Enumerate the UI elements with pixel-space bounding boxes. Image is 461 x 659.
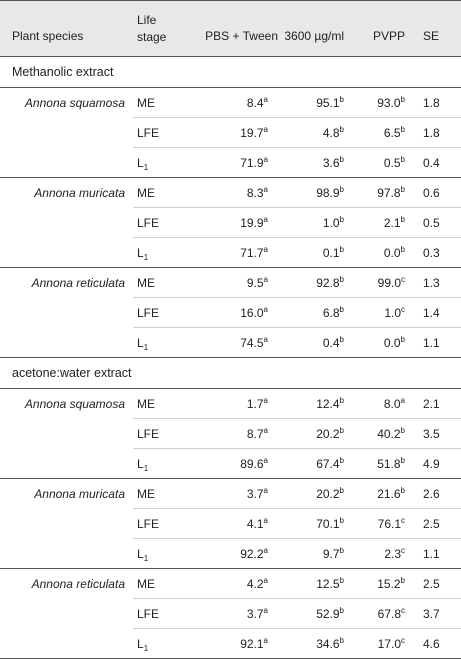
pbs-value: 89.6	[240, 456, 264, 471]
life-stage-cell	[133, 449, 188, 479]
concentration-value: 4.8	[322, 125, 340, 140]
pbs-value-letter: a	[263, 515, 268, 525]
se-value: 2.5	[415, 509, 461, 539]
pvpp-value-cell	[356, 629, 415, 659]
life-stage-label: LFE	[137, 426, 160, 441]
se-value: 1.1	[415, 539, 461, 569]
life-stage-cell	[133, 238, 188, 268]
pvpp-value-cell	[356, 419, 415, 449]
se-value: 2.1	[415, 389, 461, 419]
se-value: 4.9	[415, 449, 461, 479]
pvpp-value-letter: b	[400, 455, 405, 465]
se-value: 4.6	[415, 629, 461, 659]
section-row	[0, 57, 461, 88]
se-value: 3.7	[415, 599, 461, 629]
concentration-value: 67.4	[316, 456, 340, 471]
life-stage-cell	[133, 539, 188, 569]
pbs-value-letter: a	[263, 274, 268, 284]
concentration-value-cell	[278, 569, 356, 599]
pbs-value-cell	[188, 268, 278, 298]
life-stage-cell	[133, 88, 188, 118]
life-stage-cell	[133, 148, 188, 178]
pbs-value-letter: a	[263, 94, 268, 104]
life-stage-label: ME	[137, 185, 155, 200]
life-stage-label: L	[137, 546, 144, 561]
pbs-value-cell	[188, 208, 278, 238]
pvpp-value-cell	[356, 389, 415, 419]
concentration-value-letter: b	[339, 545, 344, 555]
concentration-value-letter: b	[339, 274, 344, 284]
pvpp-value-cell	[356, 238, 415, 268]
table-row	[0, 268, 461, 298]
concentration-value-letter: b	[339, 304, 344, 314]
concentration-value: 20.2	[316, 486, 340, 501]
pbs-value-cell	[188, 328, 278, 358]
pvpp-value-letter: c	[401, 635, 405, 645]
se-value: 0.4	[415, 148, 461, 178]
pbs-value-letter: a	[263, 575, 268, 585]
pbs-value: 92.1	[240, 636, 264, 651]
pvpp-value-cell	[356, 88, 415, 118]
concentration-value: 0.1	[322, 245, 340, 260]
concentration-value-letter: b	[339, 425, 344, 435]
life-stage-label: ME	[137, 275, 155, 290]
concentration-value: 12.4	[316, 396, 340, 411]
pvpp-value-cell	[356, 569, 415, 599]
pbs-value: 9.5	[246, 275, 264, 290]
pbs-value-cell	[188, 298, 278, 328]
pbs-value-letter: a	[263, 455, 268, 465]
pbs-value-cell	[188, 569, 278, 599]
concentration-value: 98.9	[316, 185, 340, 200]
concentration-value-cell	[278, 208, 356, 238]
life-stage-cell	[133, 629, 188, 659]
se-value: 1.3	[415, 268, 461, 298]
pbs-value-letter: a	[263, 485, 268, 495]
pvpp-value-letter: b	[400, 485, 405, 495]
pbs-value-cell	[188, 539, 278, 569]
pbs-value-cell	[188, 509, 278, 539]
life-stage-cell	[133, 178, 188, 208]
pvpp-value-letter: b	[400, 154, 405, 164]
concentration-value-cell	[278, 88, 356, 118]
pbs-value-letter: a	[263, 214, 268, 224]
pbs-value: 3.7	[246, 486, 264, 501]
life-stage-cell	[133, 118, 188, 148]
concentration-value-cell	[278, 268, 356, 298]
life-stage-cell	[133, 569, 188, 599]
pvpp-value-letter: c	[401, 515, 405, 525]
life-stage-label: L	[137, 245, 144, 260]
life-stage-cell	[133, 328, 188, 358]
pbs-value-letter: a	[263, 334, 268, 344]
life-stage-label: LFE	[137, 516, 160, 531]
pvpp-value-letter: b	[400, 94, 405, 104]
concentration-value: 6.8	[322, 305, 340, 320]
species-name: Annona squamosa	[0, 389, 133, 479]
header-pbs-tween: PBS + Tween	[188, 1, 278, 57]
concentration-value-letter: b	[339, 94, 344, 104]
pvpp-value: 97.8	[377, 185, 401, 200]
life-stage-label: LFE	[137, 125, 160, 140]
life-stage-cell	[133, 479, 188, 509]
section-row	[0, 358, 461, 389]
life-stage-label: LFE	[137, 606, 160, 621]
table-row	[0, 178, 461, 208]
concentration-value-letter: b	[339, 214, 344, 224]
concentration-value-cell	[278, 479, 356, 509]
se-value: 1.8	[415, 118, 461, 148]
species-name: Annona squamosa	[0, 88, 133, 178]
concentration-value: 70.1	[316, 516, 340, 531]
pbs-value-letter: a	[263, 244, 268, 254]
pbs-value-cell	[188, 88, 278, 118]
concentration-value-cell	[278, 238, 356, 268]
pvpp-value-letter: c	[401, 304, 405, 314]
pvpp-value-letter: b	[400, 214, 405, 224]
header-life-stage-line2: stage	[137, 29, 167, 44]
life-stage-cell	[133, 509, 188, 539]
table-row	[0, 389, 461, 419]
pvpp-value: 8.0	[383, 396, 401, 411]
concentration-value-cell	[278, 539, 356, 569]
life-stage-label: LFE	[137, 305, 160, 320]
concentration-value: 1.0	[322, 215, 340, 230]
pbs-value: 3.7	[246, 606, 264, 621]
life-stage-label: L	[137, 636, 144, 651]
se-value: 0.6	[415, 178, 461, 208]
pbs-value-letter: a	[263, 154, 268, 164]
life-stage-label: ME	[137, 576, 155, 591]
concentration-value: 3.6	[322, 155, 340, 170]
pvpp-value-cell	[356, 208, 415, 238]
pvpp-value: 0.0	[383, 335, 401, 350]
table-row	[0, 479, 461, 509]
pbs-value-letter: a	[263, 304, 268, 314]
concentration-value-letter: b	[339, 334, 344, 344]
se-value: 2.6	[415, 479, 461, 509]
pbs-value-letter: a	[263, 184, 268, 194]
species-name: Annona muricata	[0, 479, 133, 569]
concentration-value-letter: b	[339, 605, 344, 615]
header-life-stage-line1: Life	[137, 12, 157, 27]
concentration-value-letter: b	[339, 455, 344, 465]
pbs-value: 71.7	[240, 245, 264, 260]
concentration-value-cell	[278, 419, 356, 449]
life-stage-cell	[133, 599, 188, 629]
pvpp-value-letter: b	[400, 334, 405, 344]
life-stage-label: L	[137, 155, 144, 170]
concentration-value: 12.5	[316, 576, 340, 591]
life-stage-subscript: 1	[143, 252, 149, 262]
header-se: SE	[415, 1, 461, 57]
se-value: 1.1	[415, 328, 461, 358]
pbs-value-cell	[188, 449, 278, 479]
pvpp-value-letter: b	[400, 575, 405, 585]
pvpp-value-cell	[356, 328, 415, 358]
species-name: Annona reticulata	[0, 569, 133, 659]
pvpp-value-cell	[356, 148, 415, 178]
concentration-value-cell	[278, 298, 356, 328]
pbs-value-letter: a	[263, 395, 268, 405]
life-stage-subscript: 1	[143, 553, 149, 563]
header-pvpp: PVPP	[356, 1, 415, 57]
pvpp-value: 99.0	[377, 275, 401, 290]
concentration-value-cell	[278, 629, 356, 659]
pbs-value: 8.7	[246, 426, 264, 441]
pvpp-value: 6.5	[383, 125, 401, 140]
pvpp-value: 51.8	[377, 456, 401, 471]
pvpp-value-letter: c	[401, 545, 405, 555]
pvpp-value-cell	[356, 539, 415, 569]
life-stage-label: ME	[137, 95, 155, 110]
pbs-value-letter: a	[263, 545, 268, 555]
pbs-value: 92.2	[240, 546, 264, 561]
concentration-value: 34.6	[316, 636, 340, 651]
pvpp-value-cell	[356, 509, 415, 539]
header-concentration: 3600 µg/ml	[278, 1, 356, 57]
life-stage-cell	[133, 268, 188, 298]
concentration-value-letter: b	[339, 124, 344, 134]
se-value: 3.5	[415, 419, 461, 449]
pbs-value-cell	[188, 148, 278, 178]
pvpp-value-cell	[356, 479, 415, 509]
concentration-value-cell	[278, 599, 356, 629]
species-name: Annona muricata	[0, 178, 133, 268]
concentration-value-cell	[278, 118, 356, 148]
se-value: 1.4	[415, 298, 461, 328]
life-stage-cell	[133, 389, 188, 419]
concentration-value: 0.4	[322, 335, 340, 350]
concentration-value-cell	[278, 449, 356, 479]
life-stage-cell	[133, 298, 188, 328]
pbs-value: 4.1	[246, 516, 264, 531]
pvpp-value-letter: b	[400, 244, 405, 254]
concentration-value: 92.8	[316, 275, 340, 290]
pbs-value: 16.0	[240, 305, 264, 320]
pvpp-value-cell	[356, 268, 415, 298]
pbs-value-letter: a	[263, 605, 268, 615]
pvpp-value-cell	[356, 599, 415, 629]
table-header	[0, 1, 461, 57]
pvpp-value-letter: b	[400, 184, 405, 194]
concentration-value: 20.2	[316, 426, 340, 441]
pbs-value-cell	[188, 238, 278, 268]
concentration-value: 9.7	[322, 546, 340, 561]
pvpp-value-letter: b	[400, 425, 405, 435]
concentration-value-letter: b	[339, 485, 344, 495]
table-body	[0, 57, 461, 659]
species-name: Annona reticulata	[0, 268, 133, 358]
life-stage-label: ME	[137, 396, 155, 411]
pvpp-value: 40.2	[377, 426, 401, 441]
life-stage-subscript: 1	[143, 162, 149, 172]
pbs-value-cell	[188, 629, 278, 659]
life-stage-cell	[133, 419, 188, 449]
pbs-value: 8.4	[246, 95, 264, 110]
pbs-value: 8.3	[246, 185, 264, 200]
pvpp-value-cell	[356, 118, 415, 148]
pvpp-value-letter: c	[401, 605, 405, 615]
pbs-value: 19.9	[240, 215, 264, 230]
pvpp-value: 2.1	[383, 215, 401, 230]
concentration-value-cell	[278, 389, 356, 419]
se-value: 2.5	[415, 569, 461, 599]
concentration-value-letter: b	[339, 575, 344, 585]
pbs-value-cell	[188, 178, 278, 208]
pvpp-value: 0.5	[383, 155, 401, 170]
header-life-stage	[133, 1, 188, 57]
life-stage-subscript: 1	[143, 342, 149, 352]
pvpp-value-letter: c	[401, 274, 405, 284]
concentration-value-cell	[278, 148, 356, 178]
se-value: 0.5	[415, 208, 461, 238]
pvpp-value: 93.0	[377, 95, 401, 110]
pbs-value: 4.2	[246, 576, 264, 591]
pvpp-value: 2.3	[384, 546, 401, 561]
pbs-value: 19.7	[240, 125, 264, 140]
pvpp-value: 1.0	[384, 305, 401, 320]
pvpp-value: 17.0	[377, 636, 401, 651]
life-stage-subscript: 1	[143, 643, 149, 653]
se-value: 1.8	[415, 88, 461, 118]
pbs-value-cell	[188, 118, 278, 148]
concentration-value-letter: b	[339, 635, 344, 645]
concentration-value-letter: b	[339, 395, 344, 405]
pbs-value-letter: a	[263, 425, 268, 435]
pbs-value: 1.7	[246, 396, 264, 411]
concentration-value-cell	[278, 328, 356, 358]
pvpp-value-cell	[356, 298, 415, 328]
table-row	[0, 88, 461, 118]
section-title: acetone:water extract	[0, 358, 461, 389]
life-stage-label: L	[137, 456, 144, 471]
concentration-value-letter: b	[339, 515, 344, 525]
se-value: 0.3	[415, 238, 461, 268]
concentration-value-cell	[278, 509, 356, 539]
life-stage-label: ME	[137, 486, 155, 501]
concentration-value-letter: b	[339, 244, 344, 254]
pbs-value-letter: a	[263, 635, 268, 645]
life-stage-label: L	[137, 335, 144, 350]
pvpp-value-cell	[356, 178, 415, 208]
pvpp-value: 76.1	[377, 516, 401, 531]
header-plant-species: Plant species	[0, 1, 133, 57]
pvpp-value: 15.2	[377, 576, 401, 591]
pvpp-value: 0.0	[383, 245, 401, 260]
pbs-value: 71.9	[240, 155, 264, 170]
pvpp-value-letter: b	[400, 124, 405, 134]
pbs-value-letter: a	[263, 124, 268, 134]
concentration-value-letter: b	[339, 154, 344, 164]
pbs-value-cell	[188, 479, 278, 509]
life-stage-subscript: 1	[143, 463, 149, 473]
pbs-value-cell	[188, 419, 278, 449]
life-stage-cell	[133, 208, 188, 238]
concentration-value: 52.9	[316, 606, 340, 621]
concentration-value-cell	[278, 178, 356, 208]
pvpp-value: 21.6	[377, 486, 401, 501]
concentration-value-letter: b	[339, 184, 344, 194]
table-row	[0, 569, 461, 599]
pvpp-value-cell	[356, 449, 415, 479]
section-title: Methanolic extract	[0, 57, 461, 88]
pvpp-value-letter: a	[400, 395, 405, 405]
concentration-value: 95.1	[316, 95, 340, 110]
pbs-value: 74.5	[240, 335, 264, 350]
pbs-value-cell	[188, 599, 278, 629]
life-stage-label: LFE	[137, 215, 160, 230]
pvpp-value: 67.8	[377, 606, 401, 621]
pbs-value-cell	[188, 389, 278, 419]
